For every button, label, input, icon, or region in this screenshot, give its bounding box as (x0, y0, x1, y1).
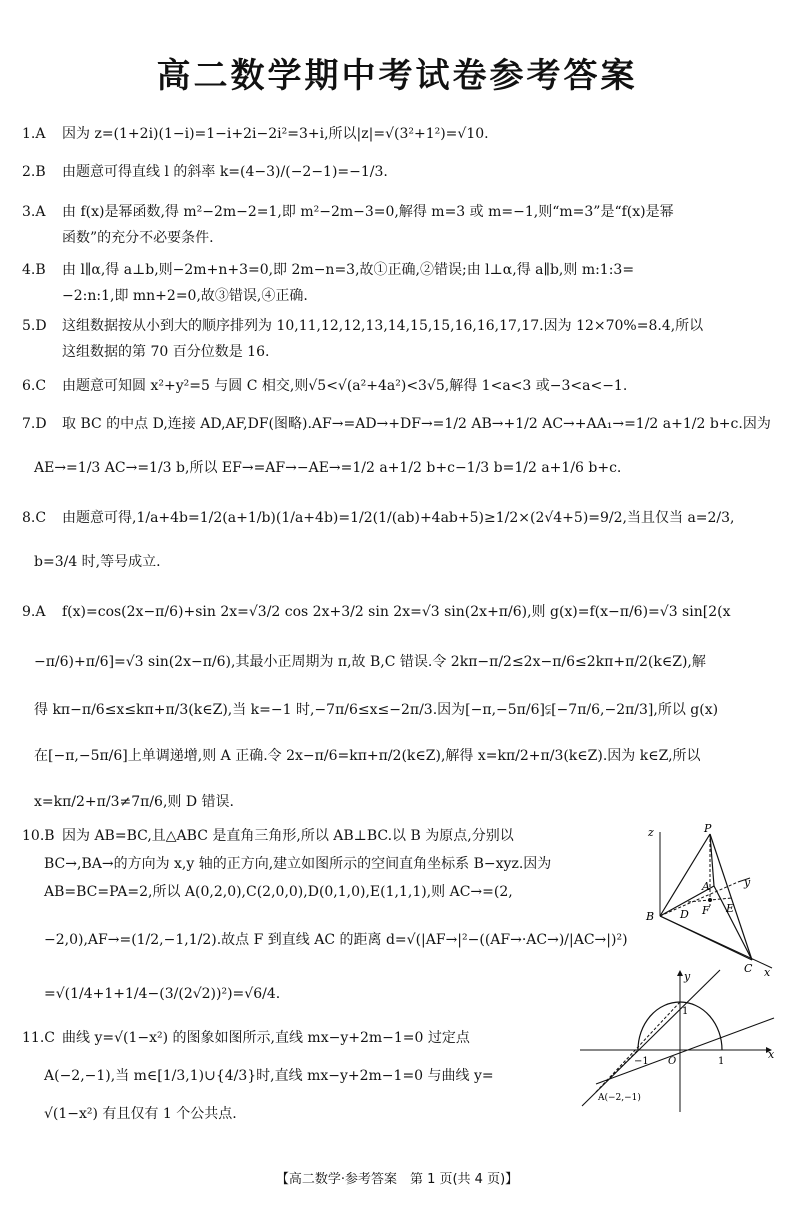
y-axis-arrow (677, 970, 683, 976)
answer-number: 8.C (22, 510, 47, 526)
answer-7-cont: AE→=1/3 AC→=1/3 b,所以 EF→=AF→−AE→=1/2 a+1/2 b+c−1/3 b=1/2 a+1/6 b+c. (34, 460, 622, 476)
answer-number: 7.D (22, 416, 47, 432)
answer-5-cont: 这组数据的第 70 百分位数是 16. (62, 344, 270, 360)
answer-text: 因为 AB=BC,且△ABC 是直角三角形,所以 AB⊥BC.以 B 为原点,分别以 (62, 828, 514, 844)
answer-9-cont-2: 得 kπ−π/6≤x≤kπ+π/3(k∈Z),当 k=−1 时,−7π/6≤x≤−2π/3.因为[−π,−5π/6]⫋[−7π/6,−2π/3],所以 g(x) (34, 702, 719, 718)
answer-10-cont-2: AB=BC=PA=2,所以 A(0,2,0),C(2,0,0),D(0,1,0),E(1,1,1),则 AC→=(2, (44, 884, 513, 900)
answer-text: 取 BC 的中点 D,连接 AD,AF,DF(图略).AF→=AD→+DF→=1/2 AB→+1/2 AC→+AA₁→=1/2 a+1/2 b+c.因为 (62, 416, 771, 432)
answer-2 (22, 162, 388, 182)
answer-6 (22, 376, 627, 396)
label-f: F (702, 904, 710, 917)
answer-8-cont: b=3/4 时,等号成立. (34, 554, 161, 570)
tetrahedron-figure (638, 820, 788, 980)
answer-4-cont: −2:n:1,即 mn+2=0,故③错误,④正确. (62, 288, 308, 304)
answer-text: 由题意可知圆 x²+y²=5 与圆 C 相交,则√5<√(a²+4a²)<3√5,解得 1<a<3 或−3<a<−1. (62, 378, 628, 394)
answer-number: 5.D (22, 318, 47, 334)
answer-8 (22, 508, 735, 528)
edge-pc (710, 834, 752, 960)
answer-4 (22, 260, 634, 280)
answer-text: 由题意可得直线 l 的斜率 k=(4−3)/(−2−1)=−1/3. (62, 164, 388, 180)
label-y: y (744, 876, 751, 889)
label-point-a: A(−2,−1) (598, 1093, 641, 1103)
label-x: x (768, 1048, 775, 1061)
answer-text: f(x)=cos(2x−π/6)+sin 2x=√3/2 cos 2x+3/2 sin 2x=√3 sin(2x+π/6),则 g(x)=f(x−π/6)=√3 sin[2(x (62, 604, 731, 620)
answer-text: 因为 z=(1+2i)(1−i)=1−i+2i−2i²=3+i,所以|z|=√(3²+1²)=√10. (62, 126, 489, 142)
answer-1 (22, 124, 489, 144)
answer-number: 11.C (22, 1030, 55, 1046)
line-through-1-0 (596, 1018, 774, 1084)
answer-11-cont-2: √(1−x²) 有且仅有 1 个公共点. (44, 1106, 237, 1122)
answer-text: 由 f(x)是幂函数,得 m²−2m−2=1,即 m²−2m−3=0,解得 m=3 或 m=−1,则“m=3”是“f(x)是幂 (62, 204, 674, 220)
label-y-1: 1 (682, 1006, 689, 1017)
answer-text: 由题意可得,1/a+4b=1/2(a+1/b)(1/a+4b)=1/2(1/(ab)+4ab+5)≥1/2×(2√4+5)=9/2,当且仅当 a=2/3, (62, 510, 735, 526)
answer-10-cont-4: =√(1/4+1+1/4−(3/(2√2))²)=√6/4. (44, 986, 281, 1002)
label-b: B (646, 910, 655, 923)
answer-5 (22, 316, 703, 336)
label-p: P (704, 822, 712, 835)
label-x-minus1: −1 (634, 1056, 649, 1067)
answer-number: 6.C (22, 378, 47, 394)
label-d: D (680, 908, 689, 921)
answer-10-cont-3: −2,0),AF→=(1/2,−1,1/2).故点 F 到直线 AC 的距离 d=√(|AF→|²−((AF→·AC→)/|AC→|)²) (44, 932, 628, 948)
answer-number: 9.A (22, 604, 46, 620)
answer-10 (22, 826, 514, 846)
label-z: z (648, 826, 654, 839)
answer-3 (22, 202, 674, 222)
curve-figure (580, 966, 780, 1116)
label-y: y (684, 970, 691, 983)
answer-9 (22, 602, 730, 622)
tangent-line (582, 970, 720, 1106)
answer-3-cont: 函数”的充分不必要条件. (62, 230, 214, 246)
edge-ac (714, 886, 752, 960)
label-x-1: 1 (718, 1056, 725, 1067)
answer-11 (22, 1028, 470, 1048)
edge-bc (660, 916, 752, 960)
answer-11-cont-1: A(−2,−1),当 m∈[1/3,1)∪{4/3}时,直线 mx−y+2m−1=0 与曲线 y= (44, 1068, 494, 1084)
answer-number: 2.B (22, 164, 46, 180)
answer-number: 3.A (22, 204, 46, 220)
answer-9-cont-3: 在[−π,−5π/6]上单调递增,则 A 正确.令 2x−π/6=kπ+π/2(k∈Z),解得 x=kπ/2+π/3(k∈Z).因为 k∈Z,所以 (34, 748, 701, 764)
answer-number: 4.B (22, 262, 46, 278)
point-f (708, 898, 712, 902)
answer-9-cont-1: −π/6)+π/6]=√3 sin(2x−π/6),其最小正周期为 π,故 B,C 错误.令 2kπ−π/2≤2x−π/6≤2kπ+π/2(k∈Z),解 (34, 654, 706, 670)
answer-text: 这组数据按从小到大的顺序排列为 10,11,12,12,13,14,15,15,16,16,17,17.因为 12×70%=8.4,所以 (62, 318, 704, 334)
answer-9-cont-4: x=kπ/2+π/3≠7π/6,则 D 错误. (34, 794, 234, 810)
label-a: A (702, 880, 710, 893)
page-title: 高二数学期中考试卷参考答案 (156, 56, 638, 96)
label-c: C (744, 962, 753, 975)
label-origin: O (668, 1056, 677, 1067)
answer-number: 1.A (22, 126, 46, 142)
dashed-line-to-0-1 (596, 1002, 680, 1092)
label-e: E (726, 902, 735, 915)
page-footer: 【高二数学·参考答案 第 1 页(共 4 页)】 (275, 1172, 519, 1187)
answer-text: 曲线 y=√(1−x²) 的图象如图所示,直线 mx−y+2m−1=0 过定点 (62, 1030, 470, 1046)
answer-7 (22, 414, 771, 434)
label-x: x (764, 966, 771, 979)
answer-text: 由 l∥α,得 a⊥b,则−2m+n+3=0,即 2m−n=3,故①正确,②错误;由 l⊥α,得 a∥b,则 m:1:3= (62, 262, 635, 278)
answer-10-cont-1: BC→,BA→的方向为 x,y 轴的正方向,建立如图所示的空间直角坐标系 B−xyz.因为 (44, 856, 552, 872)
answer-number: 10.B (22, 828, 55, 844)
